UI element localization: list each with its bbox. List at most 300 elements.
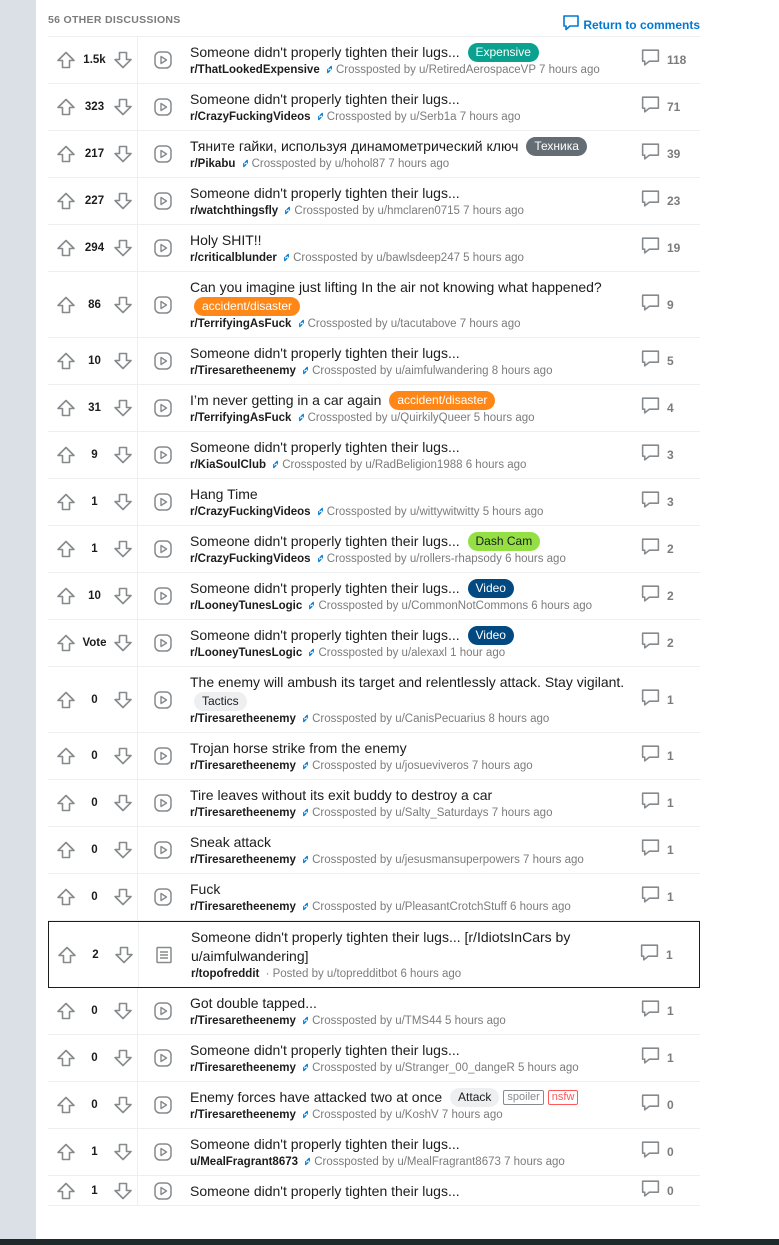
post-title-line bbox=[190, 673, 640, 711]
post-content bbox=[188, 620, 640, 666]
comment-bubble-icon bbox=[640, 1045, 661, 1071]
comments-link[interactable] bbox=[640, 178, 700, 224]
discussion-row bbox=[48, 385, 700, 432]
video-play-icon[interactable] bbox=[138, 526, 188, 572]
upvote-arrow-icon[interactable] bbox=[56, 1048, 76, 1068]
downvote-arrow-icon[interactable] bbox=[113, 1095, 133, 1115]
discussion-row bbox=[48, 37, 700, 84]
post-content bbox=[188, 479, 640, 525]
subreddit-link[interactable]: r/Tiresaretheenemy bbox=[190, 365, 296, 377]
video-play-icon[interactable] bbox=[138, 874, 188, 920]
comment-bubble-icon bbox=[640, 235, 661, 261]
comments-link[interactable] bbox=[640, 620, 700, 666]
post-title-link[interactable]: I’m never getting in a car again bbox=[190, 392, 382, 408]
post-title-line bbox=[190, 833, 640, 852]
video-play-icon[interactable] bbox=[138, 84, 188, 130]
crosspost-icon bbox=[307, 601, 316, 612]
vote-column bbox=[48, 178, 138, 224]
post-tag-spoiler: spoiler bbox=[503, 1090, 543, 1105]
comment-count: 71 bbox=[667, 100, 681, 114]
downvote-arrow-icon[interactable] bbox=[113, 1001, 133, 1021]
crosspost-icon bbox=[283, 206, 292, 217]
downvote-arrow-icon[interactable] bbox=[113, 50, 133, 70]
vote-score: 0 bbox=[91, 1052, 98, 1064]
upvote-arrow-icon[interactable] bbox=[56, 191, 76, 211]
post-meta bbox=[191, 966, 639, 983]
comments-link[interactable] bbox=[640, 1129, 700, 1175]
downvote-arrow-icon[interactable] bbox=[113, 97, 133, 117]
vote-score: 323 bbox=[84, 101, 105, 113]
subreddit-link[interactable]: r/Tiresaretheenemy bbox=[190, 1015, 296, 1027]
post-title-link[interactable]: Тяните гайки, используя динамометрический ключ bbox=[190, 138, 519, 154]
vote-column bbox=[48, 1082, 138, 1128]
vote-column bbox=[48, 272, 138, 337]
crosspost-icon bbox=[316, 112, 325, 123]
post-flair[interactable]: accident/disaster bbox=[389, 391, 495, 410]
post-title-line bbox=[190, 43, 640, 62]
comments-link[interactable] bbox=[640, 1176, 700, 1205]
comment-count: 19 bbox=[667, 241, 681, 255]
post-meta bbox=[190, 758, 640, 775]
post-content bbox=[188, 1176, 640, 1205]
vote-score: 1 bbox=[91, 543, 98, 555]
video-play-icon[interactable] bbox=[138, 1035, 188, 1081]
subreddit-link[interactable]: r/criticalblunder bbox=[190, 252, 277, 264]
subreddit-link[interactable]: r/Pikabu bbox=[190, 158, 236, 170]
post-content bbox=[188, 573, 640, 619]
comments-link[interactable] bbox=[640, 667, 700, 732]
post-title-line bbox=[190, 391, 640, 410]
vote-column bbox=[48, 620, 138, 666]
vote-column bbox=[48, 733, 138, 779]
vote-column bbox=[48, 84, 138, 130]
discussion-row bbox=[48, 178, 700, 225]
post-tag-nsfw: nsfw bbox=[548, 1090, 579, 1105]
post-flair[interactable]: Dash Cam bbox=[468, 532, 541, 551]
post-flair[interactable]: Video bbox=[468, 626, 514, 645]
post-flair[interactable]: Tactics bbox=[194, 692, 247, 711]
comments-link[interactable] bbox=[639, 922, 699, 987]
subreddit-link[interactable]: r/ThatLookedExpensive bbox=[190, 64, 320, 76]
comment-bubble-icon bbox=[561, 13, 581, 36]
post-meta-text: Crossposted by u/TMS44 5 hours ago bbox=[312, 1015, 506, 1027]
post-meta bbox=[190, 899, 640, 916]
vote-score: 1 bbox=[91, 496, 98, 508]
comments-link[interactable] bbox=[640, 1082, 700, 1128]
comment-count: 3 bbox=[667, 495, 674, 509]
comments-link[interactable] bbox=[640, 874, 700, 920]
discussion-row bbox=[48, 733, 700, 780]
downvote-arrow-icon[interactable] bbox=[113, 1142, 133, 1162]
subreddit-link[interactable]: r/LooneyTunesLogic bbox=[190, 600, 303, 612]
post-meta-text: Crossposted by u/Salty_Saturdays 7 hours ago bbox=[312, 807, 553, 819]
post-title-link[interactable]: Someone didn't properly tighten their lugs... bbox=[190, 439, 460, 455]
comment-bubble-icon bbox=[640, 94, 661, 120]
post-content bbox=[188, 667, 640, 732]
downvote-arrow-icon[interactable] bbox=[114, 945, 134, 965]
subreddit-link[interactable]: r/Tiresaretheenemy bbox=[190, 901, 296, 913]
discussion-row bbox=[48, 1176, 700, 1206]
post-title-line bbox=[190, 739, 640, 758]
post-title-link[interactable]: Someone didn't properly tighten their lugs... bbox=[190, 1183, 460, 1199]
post-title-link[interactable]: Someone didn't properly tighten their lugs... bbox=[190, 533, 460, 549]
comments-link[interactable] bbox=[640, 1035, 700, 1081]
subreddit-link[interactable]: r/CrazyFuckingVideos bbox=[190, 506, 311, 518]
subreddit-link[interactable]: r/LooneyTunesLogic bbox=[190, 647, 303, 659]
downvote-arrow-icon[interactable] bbox=[113, 633, 133, 653]
discussion-row bbox=[48, 988, 700, 1035]
post-title-line bbox=[191, 928, 639, 966]
post-meta-text: Crossposted by u/MealFragrant8673 7 hours ago bbox=[314, 1156, 565, 1168]
video-play-icon[interactable] bbox=[138, 225, 188, 271]
video-play-icon[interactable] bbox=[138, 827, 188, 873]
post-title-link[interactable]: Someone didn't properly tighten their lugs... [r/IdiotsInCars by u/aimfulwandering] bbox=[191, 929, 571, 964]
comment-bubble-icon bbox=[640, 536, 661, 562]
post-flair[interactable]: accident/disaster bbox=[194, 297, 300, 316]
upvote-arrow-icon[interactable] bbox=[56, 1181, 76, 1201]
post-content bbox=[188, 225, 640, 271]
downvote-arrow-icon[interactable] bbox=[113, 191, 133, 211]
video-play-icon[interactable] bbox=[138, 479, 188, 525]
discussion-row bbox=[48, 131, 700, 178]
post-title-line bbox=[190, 1135, 640, 1154]
crosspost-icon bbox=[301, 1110, 310, 1121]
subreddit-link[interactable]: r/TerrifyingAsFuck bbox=[190, 412, 292, 424]
post-title-link[interactable]: Trojan horse strike from the enemy bbox=[190, 740, 407, 756]
upvote-arrow-icon[interactable] bbox=[56, 690, 76, 710]
post-content bbox=[188, 272, 640, 337]
subreddit-link[interactable]: r/Tiresaretheenemy bbox=[190, 760, 296, 772]
discussion-row bbox=[48, 1129, 700, 1176]
discussion-row bbox=[48, 1035, 700, 1082]
crosspost-icon bbox=[301, 1016, 310, 1027]
comments-link[interactable] bbox=[640, 827, 700, 873]
upvote-arrow-icon[interactable] bbox=[56, 50, 76, 70]
subreddit-link[interactable]: r/topofreddit bbox=[191, 968, 260, 980]
video-play-icon[interactable] bbox=[138, 385, 188, 431]
crosspost-icon bbox=[316, 507, 325, 518]
video-play-icon[interactable] bbox=[138, 131, 188, 177]
video-play-icon[interactable] bbox=[138, 988, 188, 1034]
post-content bbox=[188, 84, 640, 130]
post-meta-text: Crossposted by u/wittywitwitty 5 hours ago bbox=[326, 506, 544, 518]
upvote-arrow-icon[interactable] bbox=[56, 445, 76, 465]
vote-score: 0 bbox=[91, 844, 98, 856]
subreddit-link[interactable]: r/Tiresaretheenemy bbox=[190, 854, 296, 866]
post-meta-text: Crossposted by u/hohol87 7 hours ago bbox=[251, 158, 450, 170]
video-play-icon[interactable] bbox=[138, 667, 188, 732]
discussion-row bbox=[48, 432, 700, 479]
post-title-line bbox=[190, 344, 640, 363]
video-play-icon[interactable] bbox=[138, 620, 188, 666]
subreddit-link[interactable]: r/watchthingsfly bbox=[190, 205, 279, 217]
subreddit-link[interactable]: r/CrazyFuckingVideos bbox=[190, 111, 311, 123]
post-meta-text: Crossposted by u/CanisPecuarius 8 hours ago bbox=[312, 713, 550, 725]
downvote-arrow-icon[interactable] bbox=[113, 840, 133, 860]
return-to-comments-link[interactable] bbox=[561, 13, 700, 36]
upvote-arrow-icon[interactable] bbox=[56, 1142, 76, 1162]
video-play-icon[interactable] bbox=[138, 1082, 188, 1128]
upvote-arrow-icon[interactable] bbox=[56, 840, 76, 860]
post-title-line bbox=[190, 485, 640, 504]
bottom-bar bbox=[0, 1239, 779, 1245]
comment-count: 3 bbox=[667, 448, 674, 462]
video-play-icon[interactable] bbox=[138, 178, 188, 224]
post-meta bbox=[190, 62, 640, 79]
upvote-arrow-icon[interactable] bbox=[56, 793, 76, 813]
subreddit-link[interactable]: r/KiaSoulClub bbox=[190, 459, 267, 471]
downvote-arrow-icon[interactable] bbox=[113, 492, 133, 512]
post-title-line bbox=[190, 438, 640, 457]
upvote-arrow-icon[interactable] bbox=[56, 351, 76, 371]
vote-score: 10 bbox=[88, 590, 101, 602]
vote-column bbox=[48, 225, 138, 271]
downvote-arrow-icon[interactable] bbox=[113, 238, 133, 258]
post-content bbox=[188, 827, 640, 873]
comment-bubble-icon bbox=[640, 1139, 661, 1165]
post-content bbox=[188, 178, 640, 224]
text-post-icon[interactable] bbox=[139, 922, 189, 987]
upvote-arrow-icon[interactable] bbox=[56, 144, 76, 164]
post-title-line bbox=[190, 626, 640, 645]
video-play-icon[interactable] bbox=[138, 37, 188, 83]
post-title-link[interactable]: Someone didn't properly tighten their lugs... bbox=[190, 345, 460, 361]
upvote-arrow-icon[interactable] bbox=[56, 887, 76, 907]
post-title-link[interactable]: Someone didn't properly tighten their lugs... bbox=[190, 580, 460, 596]
vote-score: 31 bbox=[88, 402, 101, 414]
post-meta bbox=[190, 711, 640, 728]
comments-link[interactable] bbox=[640, 573, 700, 619]
post-content bbox=[188, 988, 640, 1034]
vote-score: 0 bbox=[91, 1099, 98, 1111]
upvote-arrow-icon[interactable] bbox=[56, 1001, 76, 1021]
comment-bubble-icon bbox=[640, 743, 661, 769]
post-meta-text: Crossposted by u/CommonNotCommons 6 hours ago bbox=[318, 600, 593, 612]
comment-bubble-icon bbox=[640, 489, 661, 515]
comment-bubble-icon bbox=[640, 188, 661, 214]
post-content bbox=[189, 922, 639, 987]
post-title-line bbox=[190, 1088, 640, 1107]
post-title-link[interactable]: Someone didn't properly tighten their lugs... bbox=[190, 1042, 460, 1058]
downvote-arrow-icon[interactable] bbox=[113, 445, 133, 465]
post-title-link[interactable]: The enemy will ambush its target and relentlessly attack. Stay vigilant. bbox=[190, 674, 625, 690]
vote-column bbox=[48, 385, 138, 431]
post-meta-text: Crossposted by u/RadBeligion1988 6 hours ago bbox=[282, 459, 527, 471]
upvote-arrow-icon[interactable] bbox=[56, 746, 76, 766]
vote-score: 217 bbox=[84, 148, 105, 160]
upvote-arrow-icon[interactable] bbox=[56, 539, 76, 559]
video-play-icon[interactable] bbox=[138, 573, 188, 619]
post-title-link[interactable]: Someone didn't properly tighten their lugs... bbox=[190, 44, 460, 60]
upvote-arrow-icon[interactable] bbox=[56, 1095, 76, 1115]
discussions-count-title: 56 OTHER DISCUSSIONS bbox=[48, 14, 181, 26]
upvote-arrow-icon[interactable] bbox=[56, 238, 76, 258]
subreddit-link[interactable]: u/MealFragrant8673 bbox=[190, 1156, 299, 1168]
post-title-link[interactable]: Sneak attack bbox=[190, 834, 271, 850]
post-meta bbox=[190, 598, 640, 615]
subreddit-link[interactable]: r/Tiresaretheenemy bbox=[190, 1109, 296, 1121]
discussion-row bbox=[48, 272, 700, 338]
post-title-link[interactable]: Someone didn't properly tighten their lugs... bbox=[190, 627, 460, 643]
post-title-link[interactable]: Tire leaves without its exit buddy to destroy a car bbox=[190, 787, 493, 803]
discussion-row bbox=[48, 1082, 700, 1129]
discussion-row bbox=[48, 479, 700, 526]
post-meta bbox=[190, 1154, 640, 1171]
comment-count: 0 bbox=[667, 1098, 674, 1112]
post-meta-text: Crossposted by u/aimfulwandering 8 hours ago bbox=[312, 365, 553, 377]
post-title-link[interactable]: Can you imagine just lifting In the air not knowing what happened? bbox=[190, 279, 602, 295]
comments-link[interactable] bbox=[640, 84, 700, 130]
discussion-row bbox=[48, 573, 700, 620]
downvote-arrow-icon[interactable] bbox=[113, 144, 133, 164]
video-play-icon[interactable] bbox=[138, 1176, 188, 1205]
post-meta-text: Crossposted by u/QuirkilyQueer 5 hours ago bbox=[307, 412, 535, 424]
vote-score: 0 bbox=[91, 1005, 98, 1017]
post-meta bbox=[190, 805, 640, 822]
comments-link[interactable] bbox=[640, 988, 700, 1034]
vote-score: 0 bbox=[91, 693, 98, 706]
post-meta bbox=[190, 316, 640, 333]
comment-count: 1 bbox=[667, 796, 674, 810]
post-title-link[interactable]: Someone didn't properly tighten their lugs... bbox=[190, 185, 460, 201]
post-title-link[interactable]: Got double tapped... bbox=[190, 995, 317, 1011]
comments-link[interactable] bbox=[640, 432, 700, 478]
downvote-arrow-icon[interactable] bbox=[113, 793, 133, 813]
video-play-icon[interactable] bbox=[138, 432, 188, 478]
vote-score: 2 bbox=[92, 948, 99, 961]
post-title-line bbox=[190, 1182, 640, 1201]
post-flair[interactable]: Video bbox=[468, 579, 514, 598]
vote-column bbox=[48, 780, 138, 826]
subreddit-link[interactable]: r/CrazyFuckingVideos bbox=[190, 553, 311, 565]
downvote-arrow-icon[interactable] bbox=[113, 398, 133, 418]
video-play-icon[interactable] bbox=[138, 780, 188, 826]
comments-link[interactable] bbox=[640, 37, 700, 83]
post-flair[interactable]: Техника bbox=[526, 137, 587, 156]
comments-link[interactable] bbox=[640, 733, 700, 779]
vote-column bbox=[48, 667, 138, 732]
crosspost-icon bbox=[241, 159, 250, 170]
post-meta bbox=[190, 1060, 640, 1077]
post-meta-text: · Posted by u/topredditbot 6 hours ago bbox=[265, 968, 462, 980]
subreddit-link[interactable]: r/TerrifyingAsFuck bbox=[190, 318, 292, 330]
downvote-arrow-icon[interactable] bbox=[113, 586, 133, 606]
downvote-arrow-icon[interactable] bbox=[113, 351, 133, 371]
crosspost-icon bbox=[301, 855, 310, 866]
crosspost-icon bbox=[301, 761, 310, 772]
post-title-link[interactable]: Someone didn't properly tighten their lugs... bbox=[190, 1136, 460, 1152]
downvote-arrow-icon[interactable] bbox=[113, 1181, 133, 1201]
comments-link[interactable] bbox=[640, 385, 700, 431]
comments-link[interactable] bbox=[640, 272, 700, 337]
post-flair[interactable]: Expensive bbox=[468, 43, 539, 62]
downvote-arrow-icon[interactable] bbox=[113, 887, 133, 907]
downvote-arrow-icon[interactable] bbox=[113, 690, 133, 710]
post-title-line bbox=[190, 786, 640, 805]
downvote-arrow-icon[interactable] bbox=[113, 1048, 133, 1068]
upvote-arrow-icon[interactable] bbox=[56, 633, 76, 653]
comment-bubble-icon bbox=[640, 630, 661, 656]
comments-link[interactable] bbox=[640, 225, 700, 271]
comments-link[interactable] bbox=[640, 131, 700, 177]
upvote-arrow-icon[interactable] bbox=[57, 945, 77, 965]
comments-link[interactable] bbox=[640, 780, 700, 826]
comment-bubble-icon bbox=[640, 348, 661, 374]
video-play-icon[interactable] bbox=[138, 1129, 188, 1175]
subreddit-link[interactable]: r/Tiresaretheenemy bbox=[190, 1062, 296, 1074]
other-discussions-header bbox=[48, 14, 700, 37]
upvote-arrow-icon[interactable] bbox=[56, 295, 76, 315]
post-meta-text: Crossposted by u/KoshV 7 hours ago bbox=[312, 1109, 503, 1121]
downvote-arrow-icon[interactable] bbox=[113, 295, 133, 315]
vote-score: 1.5k bbox=[83, 54, 106, 66]
crosspost-icon bbox=[301, 902, 310, 913]
upvote-arrow-icon[interactable] bbox=[56, 586, 76, 606]
crosspost-icon bbox=[271, 460, 280, 471]
post-title-link[interactable]: Fuck bbox=[190, 881, 221, 897]
post-meta-text: Crossposted by u/rollers-rhapsody 6 hours ago bbox=[326, 553, 566, 565]
video-play-icon[interactable] bbox=[138, 272, 188, 337]
comment-bubble-icon bbox=[640, 1178, 661, 1204]
upvote-arrow-icon[interactable] bbox=[56, 398, 76, 418]
comment-count: 2 bbox=[667, 636, 674, 650]
comment-count: 0 bbox=[667, 1145, 674, 1159]
comment-count: 1 bbox=[667, 1051, 674, 1065]
post-title-line bbox=[190, 137, 640, 156]
upvote-arrow-icon[interactable] bbox=[56, 97, 76, 117]
comments-link[interactable] bbox=[640, 338, 700, 384]
post-title-line bbox=[190, 90, 640, 109]
video-play-icon[interactable] bbox=[138, 338, 188, 384]
comment-count: 0 bbox=[667, 1183, 674, 1198]
downvote-arrow-icon[interactable] bbox=[113, 746, 133, 766]
post-content bbox=[188, 780, 640, 826]
video-play-icon[interactable] bbox=[138, 733, 188, 779]
discussion-row bbox=[48, 225, 700, 272]
upvote-arrow-icon[interactable] bbox=[56, 492, 76, 512]
subreddit-link[interactable]: r/Tiresaretheenemy bbox=[190, 807, 296, 819]
post-title-link[interactable]: Enemy forces have attacked two at once bbox=[190, 1089, 443, 1105]
comment-count: 1 bbox=[667, 843, 674, 857]
comment-count: 1 bbox=[666, 947, 673, 962]
comment-count: 118 bbox=[667, 53, 687, 67]
post-content bbox=[188, 1129, 640, 1175]
post-meta-text: Crossposted by u/RetiredAerospaceVP 7 hours ago bbox=[335, 64, 600, 76]
comments-link[interactable] bbox=[640, 479, 700, 525]
post-title-link[interactable]: Someone didn't properly tighten their lugs... bbox=[190, 91, 460, 107]
downvote-arrow-icon[interactable] bbox=[113, 539, 133, 559]
vote-column bbox=[48, 338, 138, 384]
post-meta bbox=[190, 504, 640, 521]
post-flair[interactable]: Attack bbox=[450, 1088, 499, 1107]
post-title-link[interactable]: Holy SHIT!! bbox=[190, 232, 262, 248]
vote-column bbox=[48, 573, 138, 619]
comments-link[interactable] bbox=[640, 526, 700, 572]
vote-score: 227 bbox=[84, 195, 105, 207]
comment-bubble-icon bbox=[640, 395, 661, 421]
post-title-link[interactable]: Hang Time bbox=[190, 486, 258, 502]
vote-score: 0 bbox=[91, 750, 98, 762]
comment-bubble-icon bbox=[640, 837, 661, 863]
subreddit-link[interactable]: r/Tiresaretheenemy bbox=[190, 713, 296, 725]
discussion-row bbox=[48, 338, 700, 385]
post-meta-text: Crossposted by u/Stranger_00_dangeR 5 hours ago bbox=[312, 1062, 579, 1074]
vote-column bbox=[48, 526, 138, 572]
crosspost-icon bbox=[325, 65, 334, 76]
vote-column bbox=[49, 922, 139, 987]
vote-column bbox=[48, 827, 138, 873]
crosspost-icon bbox=[301, 366, 310, 377]
